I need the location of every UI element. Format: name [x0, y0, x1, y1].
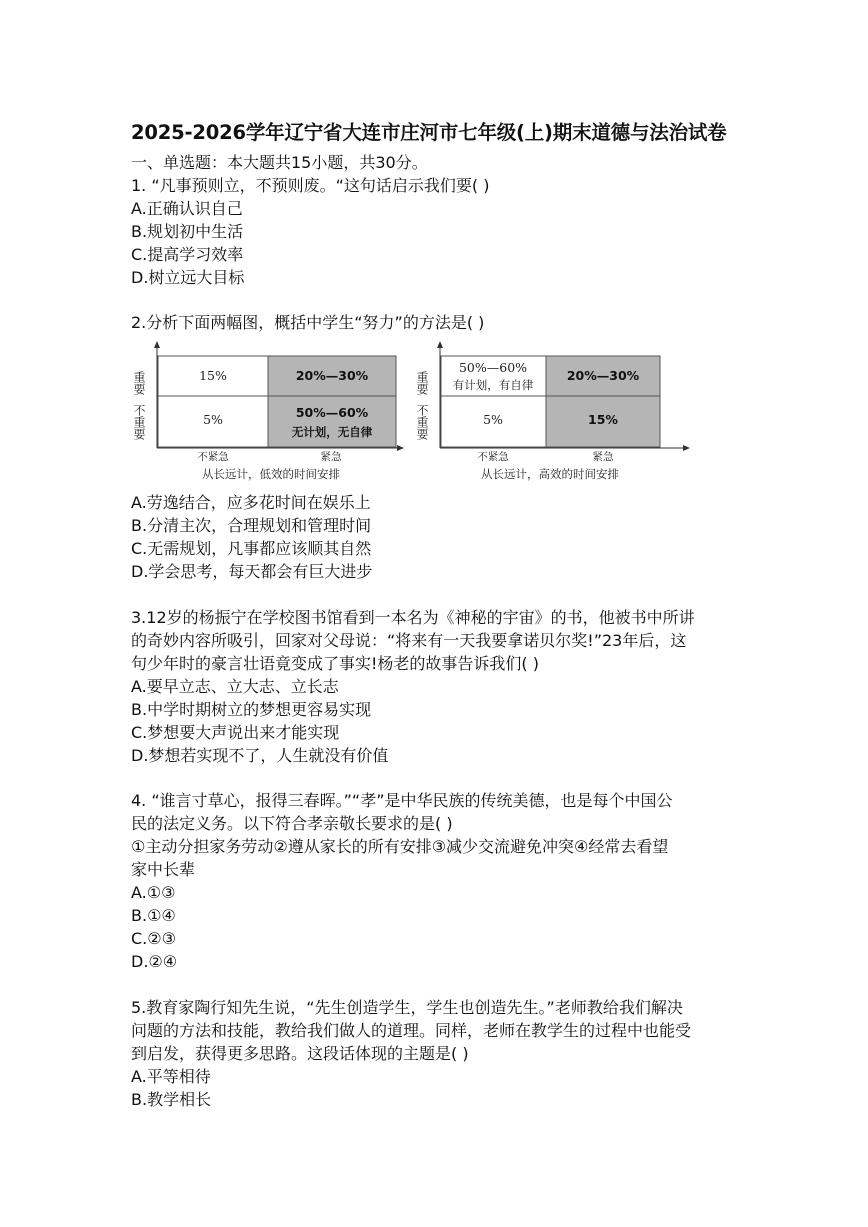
left-cell-unimportant-urgent: 50%—60%	[295, 405, 369, 420]
question-3-option-a: A.要早立志、立大志、立长志	[131, 677, 339, 696]
question-4-stem-line-1: 4. “谁言寸草心，报得三春晖。”“孝”是中华民族的传统美德，也是每个中国公	[131, 791, 673, 810]
question-1-option-c: C.提高学习效率	[131, 245, 244, 264]
right-row-top-label: 重要	[415, 371, 429, 395]
question-3-stem-line-3: 句少年时的豪言壮语竟变成了事实!杨老的故事告诉我们( )	[131, 654, 539, 673]
question-1-stem: 1. “凡事预则立，不预则废。“这句话启示我们要( )	[131, 176, 490, 195]
question-5-option-a: A.平等相待	[131, 1067, 211, 1086]
question-5-stem-line-3: 到启发，获得更多思路。这段话体现的主题是( )	[131, 1044, 469, 1063]
right-cell-unimportant-not-urgent: 5%	[483, 412, 503, 427]
right-x-label-urgent: 紧急	[592, 451, 614, 463]
question-2-option-c: C.无需规划，凡事都应该顺其自然	[131, 539, 372, 558]
left-cell-important-urgent: 20%—30%	[295, 368, 369, 383]
right-row-bottom-label: 不重要	[415, 404, 429, 440]
question-4-stem-line-2: 民的法定义务。以下符合孝亲敬长要求的是( )	[131, 814, 453, 833]
question-3-option-c: C.梦想要大声说出来才能实现	[131, 723, 340, 742]
right-caption: 从长远计，高效的时间安排	[481, 467, 619, 481]
section-heading: 一、单选题：本大题共15小题，共30分。	[131, 153, 428, 172]
left-cell-note: 无计划，无自律	[291, 425, 373, 439]
question-3-option-d: D.梦想若实现不了，人生就没有价值	[131, 746, 389, 765]
question-3-stem-line-2: 的奇妙内容所吸引，回家对父母说：“将来有一天我要拿诺贝尔奖!”23年后，这	[131, 631, 687, 650]
left-row-bottom-label: 不重要	[132, 404, 146, 440]
question-4-option-a: A.①③	[131, 883, 176, 902]
right-x-label-not-urgent: 不紧急	[477, 451, 509, 463]
time-matrix-right	[410, 340, 692, 490]
right-cell-important-not-urgent: 50%—60%	[458, 360, 528, 375]
question-4-option-d: D.②④	[131, 952, 178, 971]
right-cell-note: 有计划，有自律	[452, 378, 534, 392]
time-matrix-left	[131, 340, 406, 490]
question-4-option-c: C.②③	[131, 929, 176, 948]
question-1-option-d: D.树立远大目标	[131, 268, 245, 287]
left-x-label-not-urgent: 不紧急	[197, 451, 229, 463]
right-cell-important-urgent: 20%—30%	[566, 368, 640, 383]
question-2-stem: 2.分析下面两幅图，概括中学生“努力”的方法是( )	[131, 313, 485, 332]
left-cell-important-not-urgent: 15%	[199, 368, 227, 383]
question-5-stem-line-2: 问题的方法和技能，教给我们做人的道理。同样，老师在教学生的过程中也能受	[131, 1021, 692, 1040]
question-2-option-d: D.学会思考，每天都会有巨大进步	[131, 562, 373, 581]
question-3-stem-line-1: 3.12岁的杨振宁在学校图书馆看到一本名为《神秘的宇宙》的书，他被书中所讲	[131, 608, 695, 627]
question-4-stem-line-3: ①主动分担家务劳动②遵从家长的所有安排③减少交流避免冲突④经常去看望	[131, 837, 669, 856]
question-3-option-b: B.中学时期树立的梦想更容易实现	[131, 700, 372, 719]
question-5-stem-line-1: 5.教育家陶行知先生说，“先生创造学生，学生也创造先生。”老师教给我们解决	[131, 998, 683, 1017]
question-4-option-b: B.①④	[131, 906, 176, 925]
left-x-label-urgent: 紧急	[320, 451, 342, 463]
left-cell-unimportant-not-urgent: 5%	[203, 412, 223, 427]
question-2-option-a: A.劳逸结合，应多花时间在娱乐上	[131, 493, 371, 512]
question-2-option-b: B.分清主次，合理规划和管理时间	[131, 516, 372, 535]
left-caption: 从长远计，低效的时间安排	[202, 467, 340, 481]
question-1-option-a: A.正确认识自己	[131, 199, 243, 218]
question-5-option-b: B.教学相长	[131, 1090, 212, 1109]
question-1-option-b: B.规划初中生活	[131, 222, 244, 241]
exam-title: 2025-2026学年辽宁省大连市庄河市七年级(上)期末道德与法治试卷	[131, 121, 727, 144]
right-cell-unimportant-urgent: 15%	[588, 412, 618, 427]
left-row-top-label: 重要	[132, 371, 146, 395]
question-4-stem-line-4: 家中长辈	[131, 860, 196, 879]
